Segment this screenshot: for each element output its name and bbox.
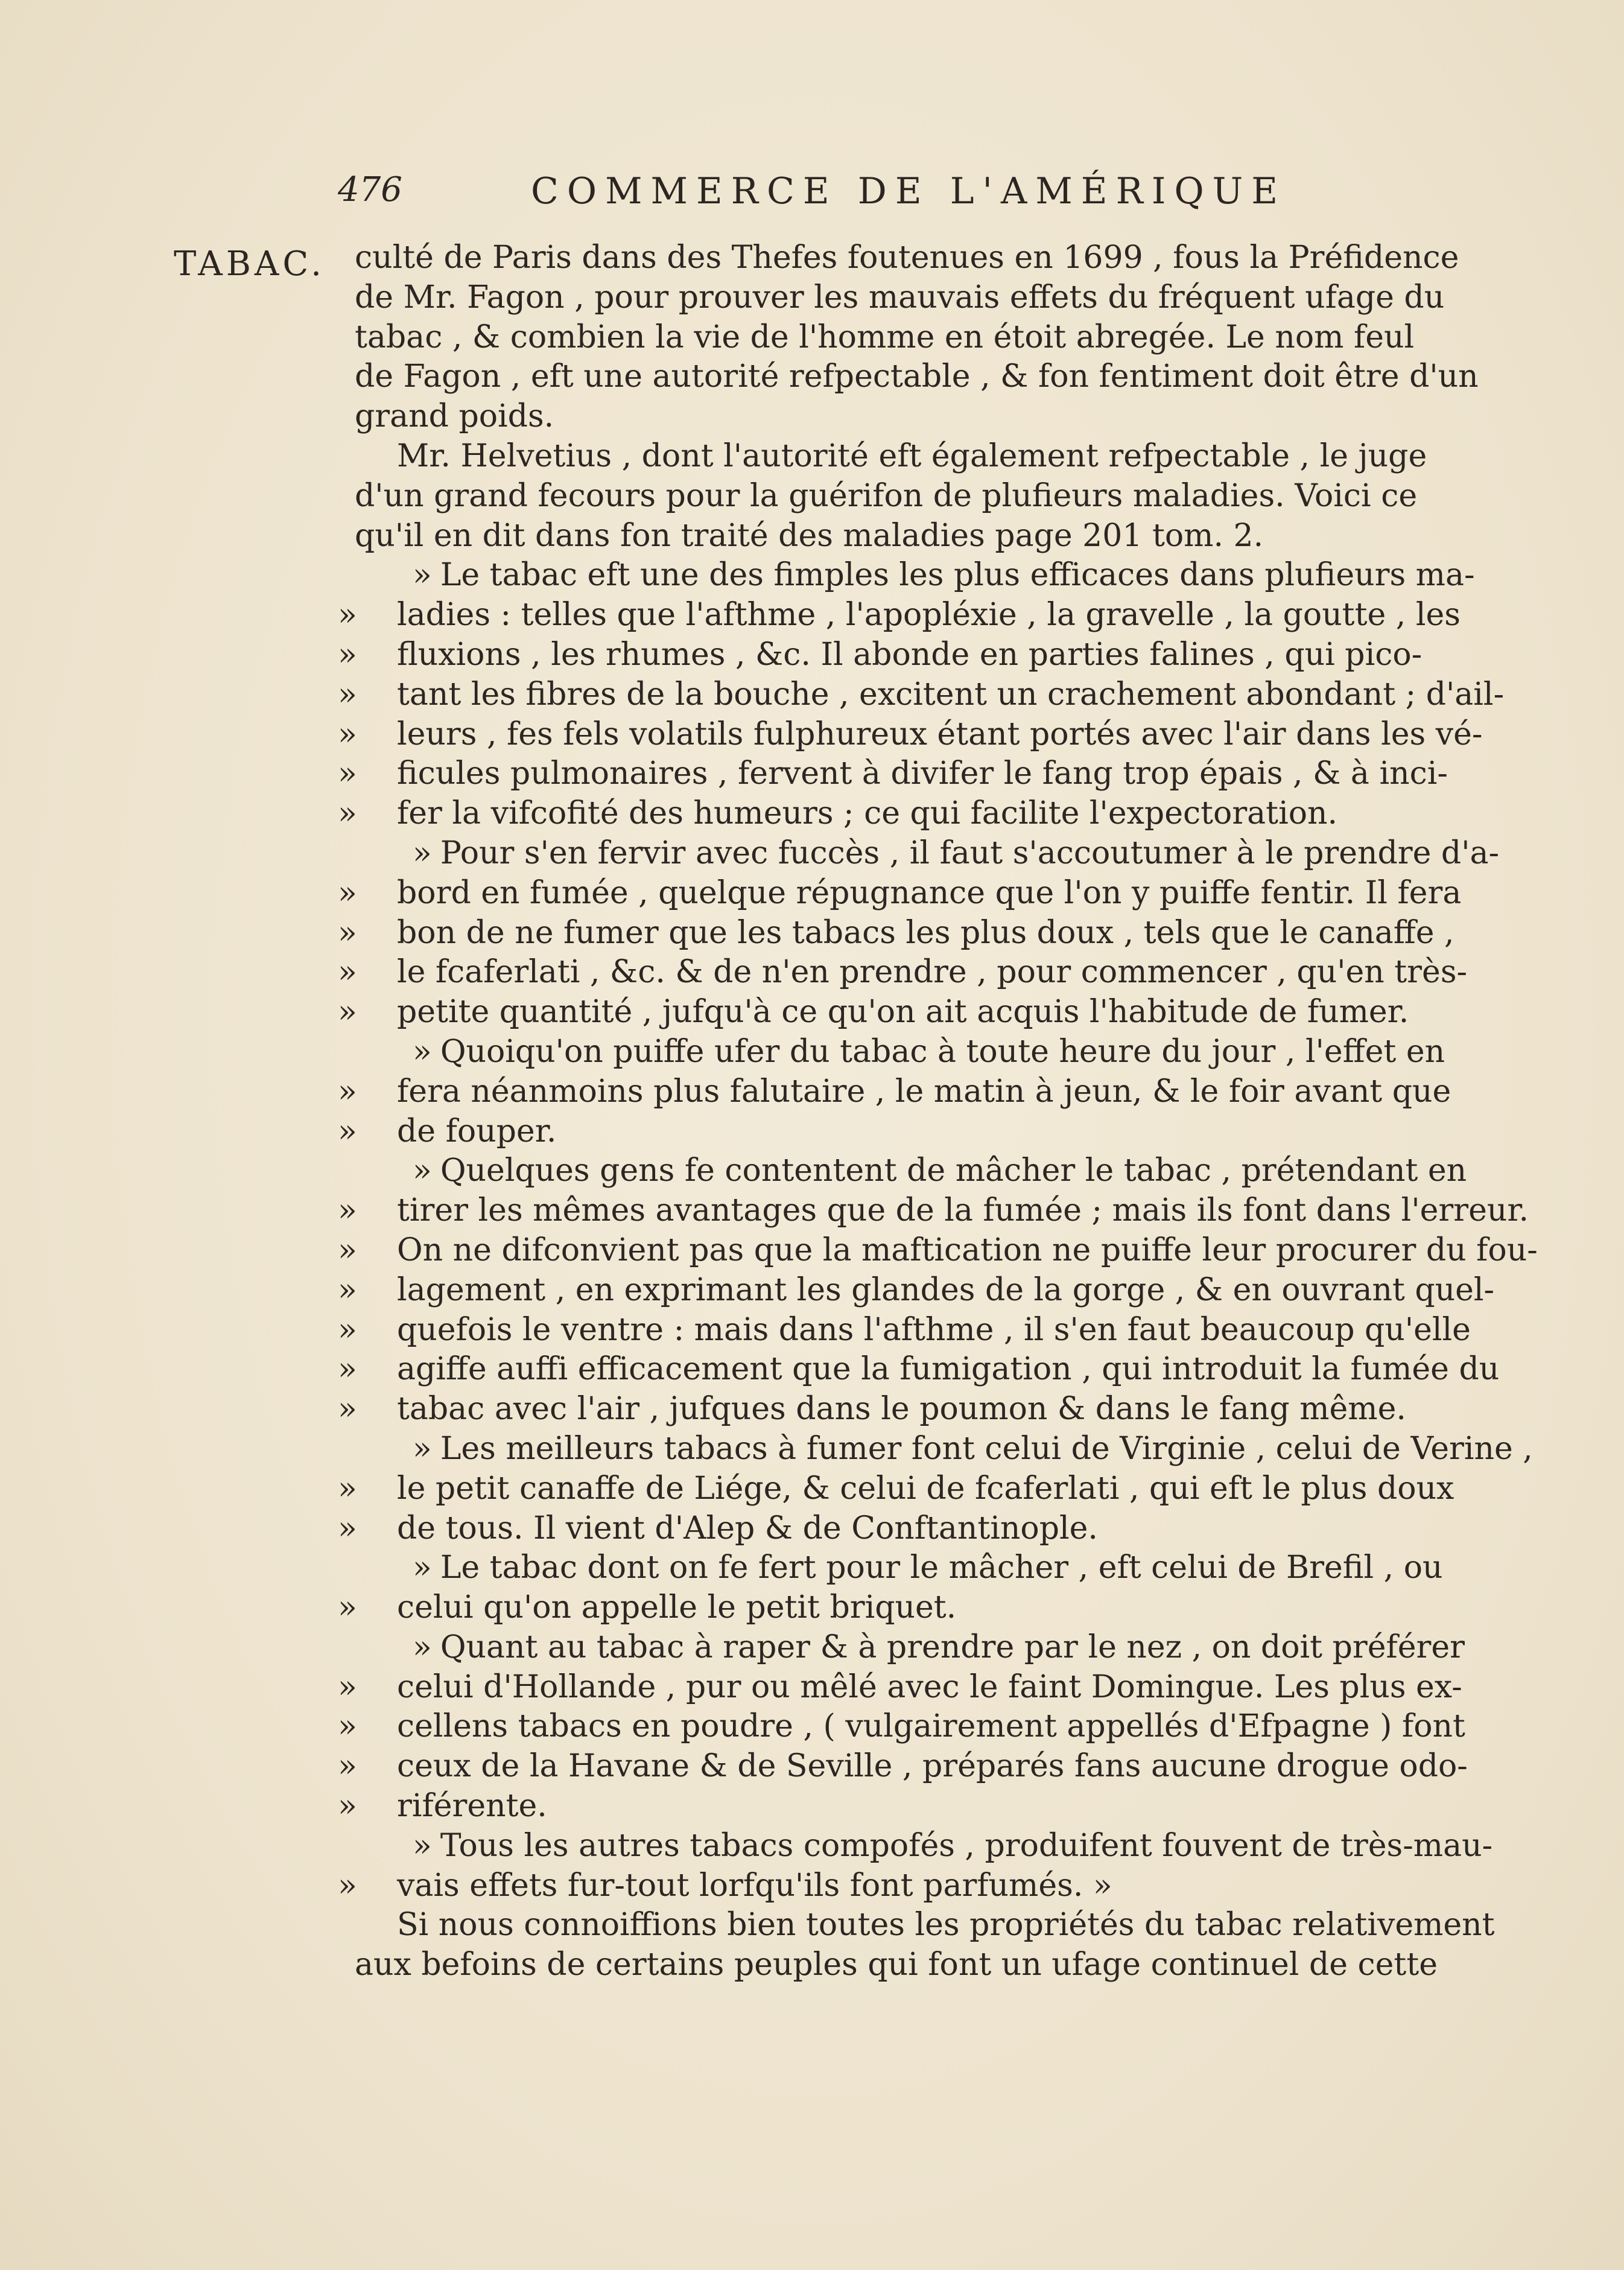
text-line xyxy=(355,1826,1493,1866)
text-line-content: Pour s'en fervir avec fuccès , il faut s'accoutumer à le prendre d'a- xyxy=(440,835,1500,871)
text-line-content: celui d'Hollande , pur ou mêlé avec le faint Domingue. Les plus ex- xyxy=(397,1668,1462,1705)
text-line-content: quefois le ventre : mais dans l'afthme , il s'en faut beaucoup qu'elle xyxy=(397,1311,1471,1348)
quote-mark: » xyxy=(338,636,357,673)
quote-mark: » xyxy=(338,1788,357,1825)
quote-mark: » xyxy=(338,1510,357,1547)
text-line xyxy=(338,1311,1471,1350)
text-line xyxy=(338,953,1468,993)
text-line-content: Le tabac eft une des fimples les plus efficaces dans plufieurs ma- xyxy=(440,557,1475,594)
quote-mark: » xyxy=(338,1232,357,1268)
text-line xyxy=(338,596,1465,635)
quote-mark: » xyxy=(338,1271,357,1308)
quote-mark: » xyxy=(413,1550,432,1586)
text-line-content: Mr. Helvetius , dont l'autorité eft également refpectable , le juge xyxy=(397,437,1427,474)
quote-mark: » xyxy=(413,1033,432,1070)
text-line xyxy=(338,754,1465,794)
text-line xyxy=(338,1668,1465,1708)
text-line-content: Quoiqu'on puiffe ufer du tabac à toute heure du jour , l'effet en xyxy=(440,1033,1445,1070)
quote-mark: » xyxy=(413,835,432,871)
text-line xyxy=(338,794,1465,834)
text-line xyxy=(338,1707,1465,1747)
page-number: 476 xyxy=(338,170,402,209)
text-line-content: le petit canaffe de Liége, & celui de fcaferlati , qui eft le plus doux xyxy=(397,1470,1454,1507)
quote-mark: » xyxy=(338,1867,357,1904)
text-line xyxy=(338,675,1505,715)
text-line-content: petite quantité , jufqu'à ce qu'on ait acquis l'habitude de fumer. xyxy=(397,994,1409,1031)
text-line xyxy=(355,437,1465,477)
quote-mark: » xyxy=(338,874,357,911)
text-line-content: qu'il en dit dans fon traité des maladies page 201 tom. 2. xyxy=(355,517,1264,554)
quote-mark: » xyxy=(338,716,357,752)
text-line-content: vais effets fur-tout lorfqu'ils font parfumés. » xyxy=(397,1867,1112,1904)
text-line-content: d'un grand fecours pour la guérifon de plufieurs maladies. Voici ce xyxy=(355,477,1418,514)
text-line xyxy=(338,1390,1465,1429)
text-line-content: le fcaferlati , &c. & de n'en prendre , pour commencer , qu'en très- xyxy=(397,954,1468,991)
quote-mark: » xyxy=(338,1391,357,1428)
text-line-content: ceux de la Havane & de Seville , préparés fans aucune drogue odo- xyxy=(397,1748,1468,1785)
text-line xyxy=(338,1271,1495,1311)
quote-mark: » xyxy=(338,1192,357,1229)
quote-mark: » xyxy=(413,1152,432,1189)
text-line xyxy=(355,357,1479,397)
text-line xyxy=(355,556,1475,596)
quote-mark: » xyxy=(338,755,357,792)
quote-mark: » xyxy=(413,1827,432,1864)
text-line-content: tabac avec l'air , jufques dans le poumon & dans le fang même. xyxy=(397,1391,1406,1428)
text-line xyxy=(338,715,1483,755)
text-line-content: lagement , en exprimant les glandes de la gorge , & en ouvrant quel- xyxy=(397,1271,1495,1308)
text-line-content: tabac , & combien la vie de l'homme en étoit abregée. Le nom feul xyxy=(355,319,1415,355)
text-line-content: Quelques gens fe contentent de mâcher le tabac , prétendant en xyxy=(440,1152,1467,1189)
text-line xyxy=(355,238,1465,278)
text-line xyxy=(338,993,1465,1032)
text-line-content: Quant au tabac à raper & à prendre par le nez , on doit préférer xyxy=(440,1629,1465,1665)
body-text xyxy=(338,238,1538,1985)
text-line xyxy=(355,1945,1465,1985)
quote-mark: » xyxy=(338,954,357,991)
text-line xyxy=(338,874,1465,914)
quote-mark: » xyxy=(338,1470,357,1507)
text-line-content: Si nous connoiffions bien toutes les propriétés du tabac relativement xyxy=(397,1907,1495,1944)
text-line xyxy=(355,1032,1465,1072)
quote-mark: » xyxy=(338,676,357,713)
quote-mark: » xyxy=(338,994,357,1031)
quote-mark: » xyxy=(338,914,357,951)
text-line xyxy=(355,834,1500,874)
text-line xyxy=(338,1509,1465,1549)
quote-mark: » xyxy=(338,1073,357,1110)
text-line xyxy=(355,477,1465,517)
text-line xyxy=(355,1151,1465,1191)
text-line xyxy=(355,1628,1465,1668)
quote-mark: » xyxy=(413,557,432,594)
text-line-content: bord en fumée , quelque répugnance que l'on y puiffe fentir. Il fera xyxy=(397,874,1462,911)
text-line-content: de fouper. xyxy=(397,1113,557,1149)
text-line-content: tirer les mêmes avantages que de la fumée ; mais ils font dans l'erreur. xyxy=(397,1192,1529,1229)
text-line-content: agiffe auffi efficacement que la fumigation , qui introduit la fumée du xyxy=(397,1351,1500,1388)
text-line-content: celui qu'on appelle le petit briquet. xyxy=(397,1589,957,1626)
text-line-content: de tous. Il vient d'Alep & de Conftantinople. xyxy=(397,1510,1098,1547)
text-line-content: ladies : telles que l'afthme , l'apopléxie , la gravelle , la goutte , les xyxy=(397,597,1461,634)
text-line-content: fera néanmoins plus falutaire , le matin à jeun, & le foir avant que xyxy=(397,1073,1451,1110)
text-line xyxy=(355,318,1465,358)
quote-mark: » xyxy=(338,1668,357,1705)
text-line-content: cellens tabacs en poudre , ( vulgairement appellés d'Efpagne ) font xyxy=(397,1708,1465,1745)
running-title: COMMERCE DE L'AMÉRIQUE xyxy=(531,170,1287,212)
quote-mark: » xyxy=(338,1351,357,1388)
text-line xyxy=(355,517,1465,556)
text-line xyxy=(355,1429,1533,1469)
text-line-content: de Fagon , eft une autorité refpectable , & fon fentiment doit être d'un xyxy=(355,358,1479,395)
text-line xyxy=(338,1112,1465,1152)
text-line xyxy=(355,1548,1465,1588)
text-line-content: fer la vifcofité des humeurs ; ce qui facilite l'expectoration. xyxy=(397,795,1338,832)
quote-mark: » xyxy=(338,1708,357,1745)
text-line xyxy=(338,1787,1465,1826)
text-line xyxy=(338,1191,1529,1231)
text-line-content: Le tabac dont on fe fert pour le mâcher , eft celui de Brefil , ou xyxy=(440,1550,1443,1586)
text-line xyxy=(338,1747,1468,1787)
text-line-content: riférente. xyxy=(397,1788,547,1825)
text-line-content: tant les fibres de la bouche , excitent un crachement abondant ; d'ail- xyxy=(397,676,1505,713)
text-line-content: fluxions , les rhumes , &c. Il abonde en parties falines , qui pico- xyxy=(397,636,1423,673)
text-line xyxy=(355,397,1465,437)
quote-mark: » xyxy=(413,1430,432,1467)
margin-note: TABAC. xyxy=(174,244,325,284)
text-line-content: Tous les autres tabacs compofés , produifent fouvent de très-mau- xyxy=(440,1827,1493,1864)
text-line-content: grand poids. xyxy=(355,398,554,435)
text-line xyxy=(338,1072,1465,1112)
quote-mark: » xyxy=(413,1629,432,1665)
text-line xyxy=(338,1866,1465,1906)
text-line xyxy=(338,1469,1465,1509)
text-line-content: culté de Paris dans des Thefes foutenues en 1699 , fous la Préfidence xyxy=(355,240,1459,276)
quote-mark: » xyxy=(338,597,357,634)
quote-mark: » xyxy=(338,1113,357,1149)
text-line-content: leurs , fes fels volatils fulphureux étant portés avec l'air dans les vé- xyxy=(397,716,1483,752)
text-line xyxy=(355,278,1465,318)
quote-mark: » xyxy=(338,1311,357,1348)
text-line xyxy=(338,914,1465,953)
text-line xyxy=(338,1588,1465,1628)
text-line xyxy=(338,1231,1538,1271)
text-line-content: bon de ne fumer que les tabacs les plus doux , tels que le canaffe , xyxy=(397,914,1454,951)
text-line-content: Les meilleurs tabacs à fumer font celui de Virginie , celui de Verine , xyxy=(440,1430,1533,1467)
page-header xyxy=(338,170,1327,218)
text-line-content: aux befoins de certains peuples qui font un ufage continuel de cette xyxy=(355,1947,1438,1983)
quote-mark: » xyxy=(338,1748,357,1785)
quote-mark: » xyxy=(338,795,357,832)
text-line xyxy=(338,1350,1500,1390)
quote-mark: » xyxy=(338,1589,357,1626)
text-line-content: On ne difconvient pas que la maftication ne puiffe leur procurer du fou- xyxy=(397,1232,1538,1268)
text-line xyxy=(338,635,1465,675)
text-line-content: ficules pulmonaires , fervent à divifer le fang trop épais , & à inci- xyxy=(397,755,1448,792)
text-line-content: de Mr. Fagon , pour prouver les mauvais effets du fréquent ufage du xyxy=(355,279,1445,316)
text-line xyxy=(355,1906,1495,1945)
